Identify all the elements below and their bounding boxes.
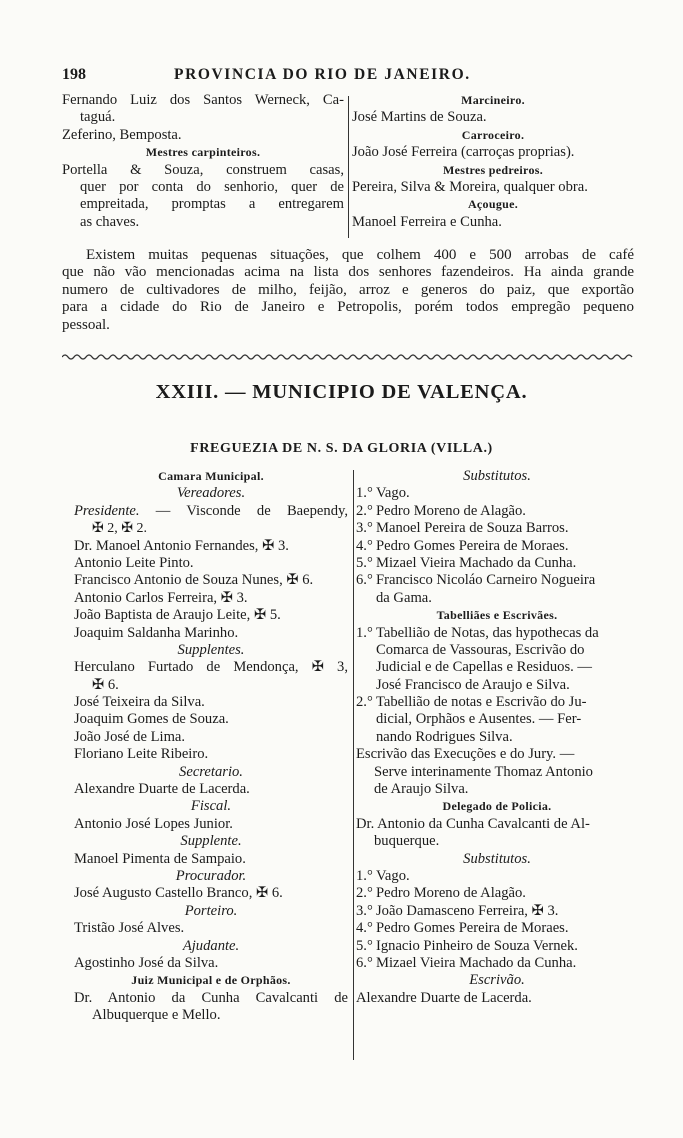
tabelliao-line: Comarca de Vassouras, Escrivão do xyxy=(376,641,585,658)
tabelliao-line: Judicial e de Capellas e Residuos. — xyxy=(376,659,593,676)
ordinal: 4.° xyxy=(356,537,373,554)
supplentes-heading: Supplentes. xyxy=(177,641,245,658)
juiz-name: Dr. Antonio da Cunha Cavalcanti de xyxy=(74,989,348,1006)
escrivao-line: Serve interinamente Thomaz Antonio xyxy=(374,763,593,780)
delegado-line: buquerque. xyxy=(374,833,440,850)
section-title: XXIII. — MUNICIPIO DE VALENÇA. xyxy=(155,381,528,403)
procurador-name: José Augusto Castello Branco, ✠ 6. xyxy=(74,885,283,902)
tabelliao-text: Tabellião de Notas, das hypothecas da xyxy=(376,624,599,641)
supplente: Herculano Furtado de Mendonça, ✠ 3, xyxy=(74,659,348,676)
ordinal: 3.° xyxy=(356,520,373,537)
substituto xyxy=(356,938,638,955)
substituto-cont: da Gama. xyxy=(376,589,432,606)
delegado-line: Dr. Antonio da Cunha Cavalcanti de Al- xyxy=(356,815,590,832)
substituto-name: Pedro Moreno de Alagão. xyxy=(376,885,526,902)
camara-heading: Camara Municipal. xyxy=(158,469,264,483)
tabelliao-line: José Francisco de Araujo e Silva. xyxy=(376,676,570,693)
supplente-heading: Supplente. xyxy=(180,833,242,850)
top-left-column xyxy=(62,92,344,231)
category-heading: Mestres pedreiros. xyxy=(442,162,544,177)
vereador: Antonio Leite Pinto. xyxy=(74,554,194,571)
ordinal: 5.° xyxy=(356,554,373,571)
text-line: Fernando Luiz dos Santos Werneck, Ca- xyxy=(62,92,344,108)
escrivao-heading: Escrivão. xyxy=(469,972,525,989)
escrivao-name: Alexandre Duarte de Lacerda. xyxy=(356,989,532,1006)
text-line: Portella & Souza, construem casas, xyxy=(62,161,344,178)
substituto xyxy=(356,538,638,555)
ordinal: 2.° xyxy=(356,502,373,519)
substituto-name: Francisco Nicoláo Carneiro Nogueira xyxy=(376,572,596,589)
presidente-label: Presidente. xyxy=(74,502,140,519)
ordinal: 6.° xyxy=(356,572,373,589)
paragraph-line: Existem muitas pequenas situações, que colhem 400 e 500 arrobas de café xyxy=(86,247,634,263)
ordinal: 1.° xyxy=(356,624,373,641)
top-right-column xyxy=(352,92,634,231)
substituto-name: Vago. xyxy=(376,485,410,502)
text-line: as chaves. xyxy=(80,213,140,230)
secretario-heading: Secretario. xyxy=(179,763,243,780)
paragraph-line: que não vão mencionadas acima na lista dos senhores fazendeiros. Ha ainda grande xyxy=(62,264,634,281)
text-line: Pereira, Silva & Moreira, qualquer obra. xyxy=(352,178,588,195)
substitutos-heading: Substitutos. xyxy=(463,468,531,484)
substituto-name: Vago. xyxy=(376,867,410,884)
ajudante-name: Agostinho José da Silva. xyxy=(74,954,219,971)
fiscal-heading: Fiscal. xyxy=(190,798,232,815)
ordinal: 5.° xyxy=(356,937,373,954)
substituto xyxy=(356,955,638,972)
paragraph-line: para a cidade do Rio de Janeiro e Petropolis, porém todos empregão pequeno xyxy=(62,299,634,316)
ordinal: 4.° xyxy=(356,920,373,937)
text-line: João José Ferreira (carroças proprias). xyxy=(352,144,575,161)
category-heading: Carroceiro. xyxy=(461,127,525,142)
porteiro-heading: Porteiro. xyxy=(184,902,238,919)
substituto xyxy=(356,572,638,589)
text-line: Manoel Ferreira e Cunha. xyxy=(352,213,502,230)
tabelliao-line: nando Rodrigues Silva. xyxy=(376,728,513,745)
tabelliao-text: Tabellião de notas e Escrivão do Ju- xyxy=(376,694,587,711)
juiz-heading: Juiz Municipal e de Orphãos. xyxy=(131,973,291,988)
substituto xyxy=(356,903,638,920)
escrivao-line: Escrivão das Execuções e do Jury. — xyxy=(356,746,575,763)
presidente-name: — Visconde de Baependy, xyxy=(139,502,348,519)
supplente: José Teixeira da Silva. xyxy=(74,694,205,711)
paragraph-line: pessoal. xyxy=(62,316,110,333)
ordinal: 1.° xyxy=(356,867,373,884)
running-head xyxy=(62,66,540,86)
vereador: Joaquim Saldanha Marinho. xyxy=(74,624,239,641)
juiz-name: Albuquerque e Mello. xyxy=(92,1007,221,1024)
substituto-name: Pedro Gomes Pereira de Moraes. xyxy=(376,920,569,937)
tabelliao-line: dicial, Orphãos e Ausentes. — Fer- xyxy=(376,711,582,728)
text-line: empreitada, promptas a entregarem xyxy=(80,196,344,213)
vereador: Francisco Antonio de Souza Nunes, ✠ 6. xyxy=(74,572,314,589)
ordinal: 3.° xyxy=(356,902,373,919)
substitutos2-heading: Substitutos. xyxy=(463,850,531,867)
substituto-name: Pedro Gomes Pereira de Moraes. xyxy=(376,537,569,554)
supplente-name: Manoel Pimenta de Sampaio. xyxy=(74,850,246,867)
category-heading: Açougue. xyxy=(467,197,519,212)
ordinal: 2.° xyxy=(356,885,373,902)
substituto xyxy=(356,920,638,937)
ornamental-rule xyxy=(62,352,634,362)
text-line: taguá. xyxy=(80,109,116,126)
substituto-name: Pedro Moreno de Alagão. xyxy=(376,502,526,519)
tabelliao-line xyxy=(356,625,638,642)
ordinal: 1.° xyxy=(356,485,373,502)
category-heading: Mestres carpinteiros. xyxy=(145,145,261,160)
supplente: João José de Lima. xyxy=(74,728,186,745)
vereador: João Baptista de Araujo Leite, ✠ 5. xyxy=(74,607,281,624)
paragraph-line: numero de cultivadores de milho, feijão, arroz e generos do paiz, que exportão xyxy=(62,281,634,298)
substituto xyxy=(356,503,638,520)
lower-right-column xyxy=(356,468,638,1007)
procurador-heading: Procurador. xyxy=(175,867,247,884)
substituto xyxy=(356,555,638,572)
substituto-name: Ignacio Pinheiro de Souza Vernek. xyxy=(376,937,578,954)
ajudante-heading: Ajudante. xyxy=(182,937,240,954)
vereador: Antonio Carlos Ferreira, ✠ 3. xyxy=(74,589,248,606)
substituto xyxy=(356,885,638,902)
lower-left-column xyxy=(74,468,348,1025)
supplente: Joaquim Gomes de Souza. xyxy=(74,711,229,728)
running-title: PROVINCIA DO RIO DE JANEIRO. xyxy=(174,66,471,83)
substituto xyxy=(356,520,638,537)
escrivao-line: de Araujo Silva. xyxy=(374,781,469,798)
fiscal-name: Antonio José Lopes Junior. xyxy=(74,815,233,832)
substituto-name: Manoel Pereira de Souza Barros. xyxy=(376,520,569,537)
substituto-name: João Damasceno Ferreira, ✠ 3. xyxy=(376,902,559,919)
substituto-name: Mizael Vieira Machado da Cunha. xyxy=(376,954,577,971)
supplente-honours: ✠ 6. xyxy=(92,676,119,693)
text-line: Zeferino, Bemposta. xyxy=(62,126,182,143)
page-number: 198 xyxy=(62,66,86,83)
section-subtitle: FREGUEZIA DE N. S. DA GLORIA (VILLA.) xyxy=(190,441,493,456)
presidente-line xyxy=(74,503,348,520)
vereador: Dr. Manoel Antonio Fernandes, ✠ 3. xyxy=(74,537,289,554)
ordinal: 2.° xyxy=(356,694,373,711)
porteiro-name: Tristão José Alves. xyxy=(74,920,185,937)
category-heading: Marcineiro. xyxy=(461,93,525,107)
substituto xyxy=(356,868,638,885)
text-line: José Martins de Souza. xyxy=(352,109,487,126)
delegado-heading: Delegado de Policia. xyxy=(442,799,552,814)
column-rule xyxy=(348,96,349,238)
tabelliao-line xyxy=(356,694,638,711)
secretario-name: Alexandre Duarte de Lacerda. xyxy=(74,781,250,798)
presidente-honours: ✠ 2, ✠ 2. xyxy=(92,521,147,537)
tabelliaes-heading: Tabelliães e Escrivães. xyxy=(436,608,558,623)
column-rule xyxy=(353,470,354,1060)
text-line: quer por conta do senhorio, quer de xyxy=(80,178,344,195)
ordinal: 6.° xyxy=(356,954,373,971)
paragraph xyxy=(62,246,634,333)
supplente: Floriano Leite Ribeiro. xyxy=(74,746,209,763)
substituto xyxy=(356,485,638,502)
vereadores-heading: Vereadores. xyxy=(176,485,246,502)
substituto-name: Mizael Vieira Machado da Cunha. xyxy=(376,554,577,571)
